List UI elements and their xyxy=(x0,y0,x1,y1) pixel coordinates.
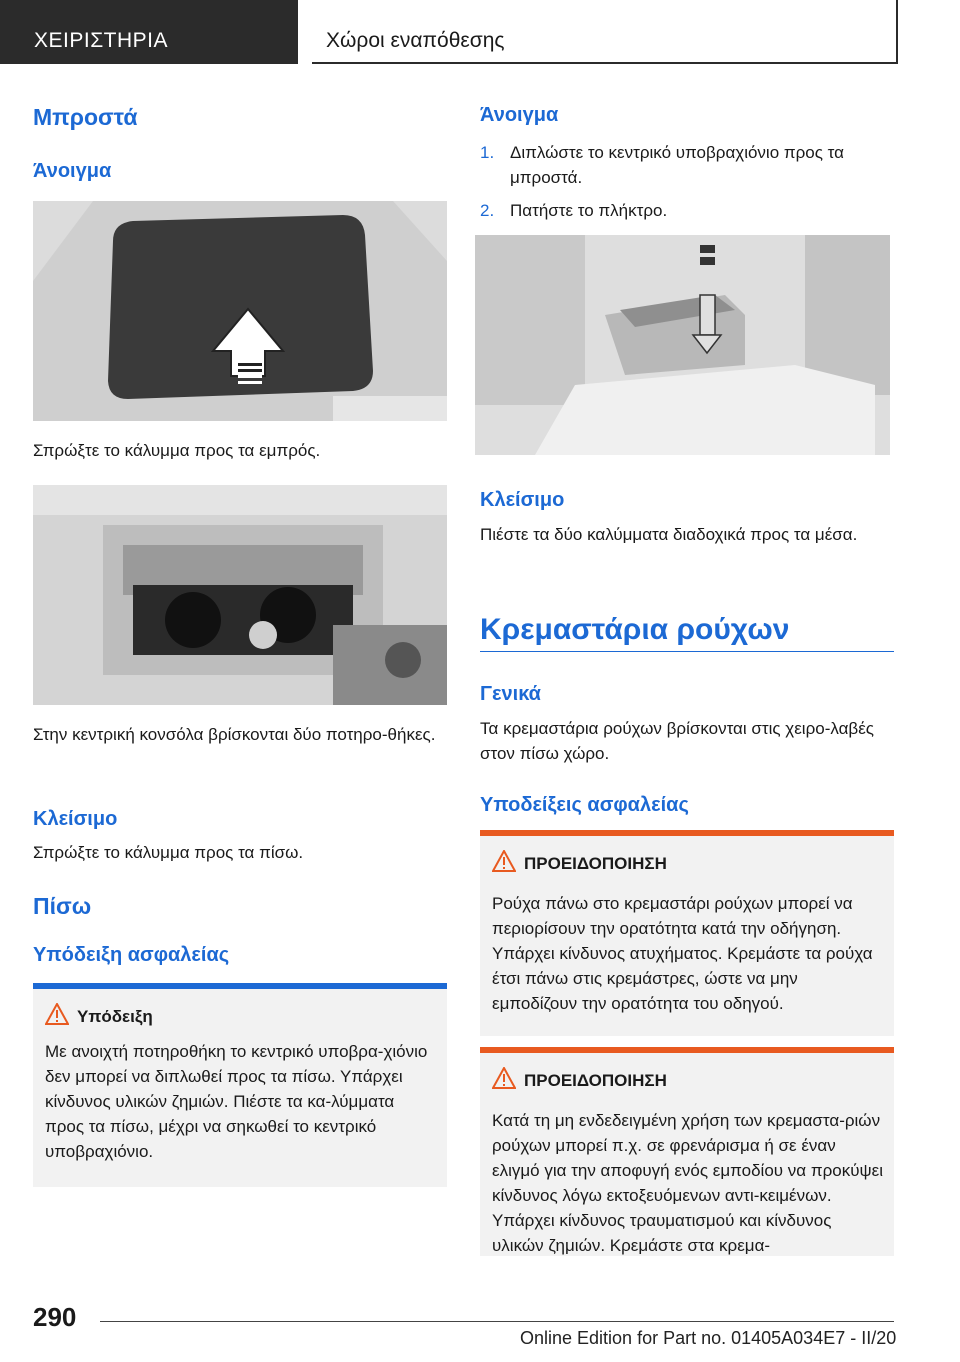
cupholder-illustration xyxy=(33,485,447,705)
open-heading-left: Άνοιγμα xyxy=(33,160,112,182)
close-heading-left: Κλείσιμο xyxy=(33,808,118,830)
close-text-left: Σπρώξτε το κάλυμμα προς τα πίσω. xyxy=(33,843,304,862)
edition-text: Online Edition for Part no. 01405A034E7 - II/20 xyxy=(520,1328,897,1348)
warning-body-2: Κατά τη μη ενδεδειγμένη χρήση των κρεμαστα-ριών ρούχων μπορεί π.χ. σε φρενάρισμα ή σε έναν ελιγμό για την αποφυγή ενός εμποδίου να προκύψει κίνδυνος λόγω εκτοξευόμενων αντι-κειμένων. Υπάρχει κίνδυνος τραυματισμού και κίνδυνος υλικών ζημιών. Κρεμάστε στα κρεμα- xyxy=(492,1111,883,1255)
cover-push-image xyxy=(33,201,447,421)
hooks-heading: Κρεμαστάρια ρούχων xyxy=(480,613,790,646)
open-heading-right: Άνοιγμα xyxy=(480,104,559,126)
console-cover-illustration xyxy=(33,201,447,421)
warning-box-2 xyxy=(480,1053,894,1256)
safety-heading-left: Υπόδειξη ασφαλείας xyxy=(33,944,230,966)
armrest-illustration xyxy=(475,235,890,455)
warning-title-1: ΠΡΟΕΙΔΟΠΟΙΗΣΗ xyxy=(524,854,667,873)
caption-push-cover: Σπρώξτε το κάλυμμα προς τα εμπρός. xyxy=(33,441,321,460)
caption-cupholders: Στην κεντρική κονσόλα βρίσκονται δύο ποτηρο-θήκες. xyxy=(33,725,436,744)
rear-heading: Πίσω xyxy=(33,893,92,919)
armrest-image xyxy=(475,235,890,455)
warning-body-1: Ρούχα πάνω στο κρεμαστάρι ρούχων μπορεί να περιορίσουν την ορατότητα κατά την οδήγηση. Υπάρχει κίνδυνος ατυχήματος. Κρεμάστε τα ρούχα έτσι πάνω στις κρεμάστρες, ώστε να μην εμποδίζουν την ορατότητα του οδηγού. xyxy=(492,894,873,1013)
warning-triangle-icon xyxy=(45,1003,69,1025)
page-number: 290 xyxy=(33,1302,77,1332)
warning-triangle-icon xyxy=(492,1067,516,1089)
safety-heading-right: Υποδείξεις ασφαλείας xyxy=(480,794,689,816)
footer-rule xyxy=(100,1321,894,1322)
notice-box xyxy=(33,989,447,1187)
close-text-right: Πιέστε τα δύο καλύμματα διαδοχικά προς τα μέσα. xyxy=(480,525,858,544)
warning-title-2: ΠΡΟΕΙΔΟΠΟΙΗΣΗ xyxy=(524,1071,667,1090)
step-item: 2. Πατήστε το πλήκτρο. xyxy=(480,201,668,220)
thin-rule xyxy=(480,651,894,652)
step-item: 1. Διπλώστε το κεντρικό υποβραχιόνιο προς τα μπροστά. xyxy=(480,143,844,187)
cupholder-image xyxy=(33,485,447,705)
chapter-title: ΧΕΙΡΙΣΤΗΡΙΑ xyxy=(34,29,169,52)
close-heading-right: Κλείσιμο xyxy=(480,489,565,511)
notice-title: Υπόδειξη xyxy=(77,1007,153,1026)
front-heading: Μπροστά xyxy=(33,104,138,130)
page-header xyxy=(0,0,960,64)
warning-box-1 xyxy=(480,836,894,1036)
section-title: Χώροι εναπόθεσης xyxy=(326,29,505,52)
chapter-tab xyxy=(0,0,298,64)
steps-list xyxy=(480,140,894,223)
section-tab xyxy=(312,0,898,64)
notice-body: Με ανοιχτή ποτηροθήκη το κεντρικό υποβρα-χιόνιο δεν μπορεί να διπλωθεί προς τα πίσω. Υπάρχει κίνδυνος υλικών ζημιών. Πιέστε τα κα-λύμματα προς τα πίσω, μέχρι να σηκωθεί το κεντρικό υποβραχιόνιο. xyxy=(45,1042,428,1161)
warning-triangle-icon xyxy=(492,850,516,872)
general-text: Τα κρεμαστάρια ρούχων βρίσκονται στις χειρο-λαβές στον πίσω χώρο. xyxy=(480,719,874,763)
general-heading: Γενικά xyxy=(480,683,541,705)
